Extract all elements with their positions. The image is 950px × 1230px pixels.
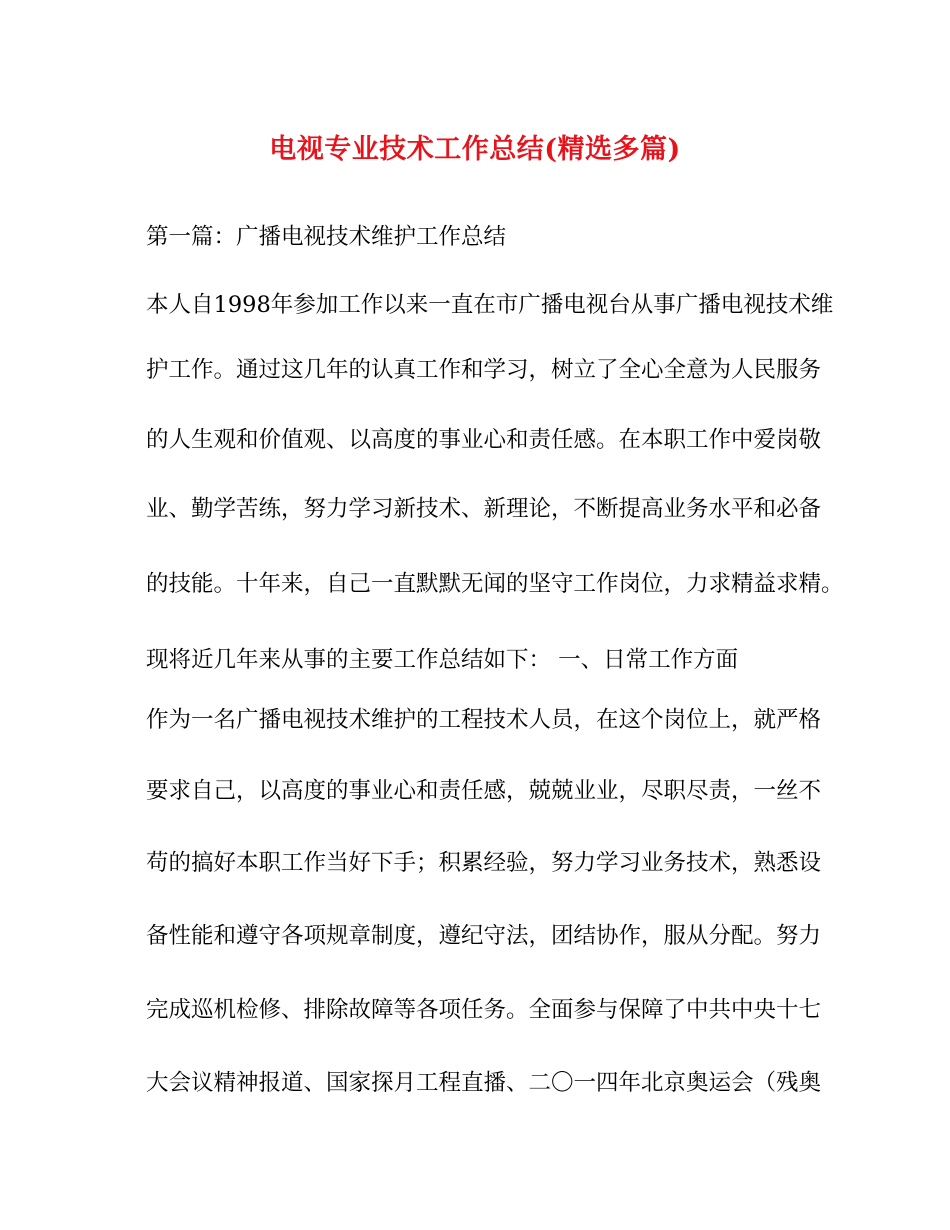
- body-line: 护工作。通过这几年的认真工作和学习，树立了全心全意为人民服务: [146, 357, 822, 383]
- body-line: 现将近几年来从事的主要工作总结如下： 一、日常工作方面: [146, 647, 739, 673]
- body-line: 本人自1998年参加工作以来一直在市广播电视台从事广播电视技术维: [146, 292, 834, 318]
- body-line: 大会议精神报道、国家探月工程直播、二〇一四年北京奥运会（残奥: [146, 1070, 822, 1096]
- body-line: 完成巡机检修、排除故障等各项任务。全面参与保障了中共中央十七: [146, 997, 822, 1023]
- section-heading: 第一篇：广播电视技术维护工作总结: [146, 224, 507, 250]
- body-line: 业、勤学苦练，努力学习新技术、新理论，不断提高业务水平和必备: [146, 496, 822, 522]
- body-line: 的技能。十年来，自己一直默默无闻的坚守工作岗位，力求精益求精。: [146, 571, 844, 597]
- body-line: 要求自己，以高度的事业心和责任感，兢兢业业，尽职尽责，一丝不: [146, 778, 822, 804]
- document-title: 电视专业技术工作总结(精选多篇): [269, 134, 681, 165]
- body-line: 苟的搞好本职工作当好下手；积累经验，努力学习业务技术，熟悉设: [146, 850, 822, 876]
- body-line: 作为一名广播电视技术维护的工程技术人员，在这个岗位上，就严格: [146, 707, 822, 733]
- body-line: 的人生观和价值观、以高度的事业心和责任感。在本职工作中爱岗敬: [146, 427, 822, 453]
- body-line: 备性能和遵守各项规章制度，遵纪守法，团结协作，服从分配。努力: [146, 923, 822, 949]
